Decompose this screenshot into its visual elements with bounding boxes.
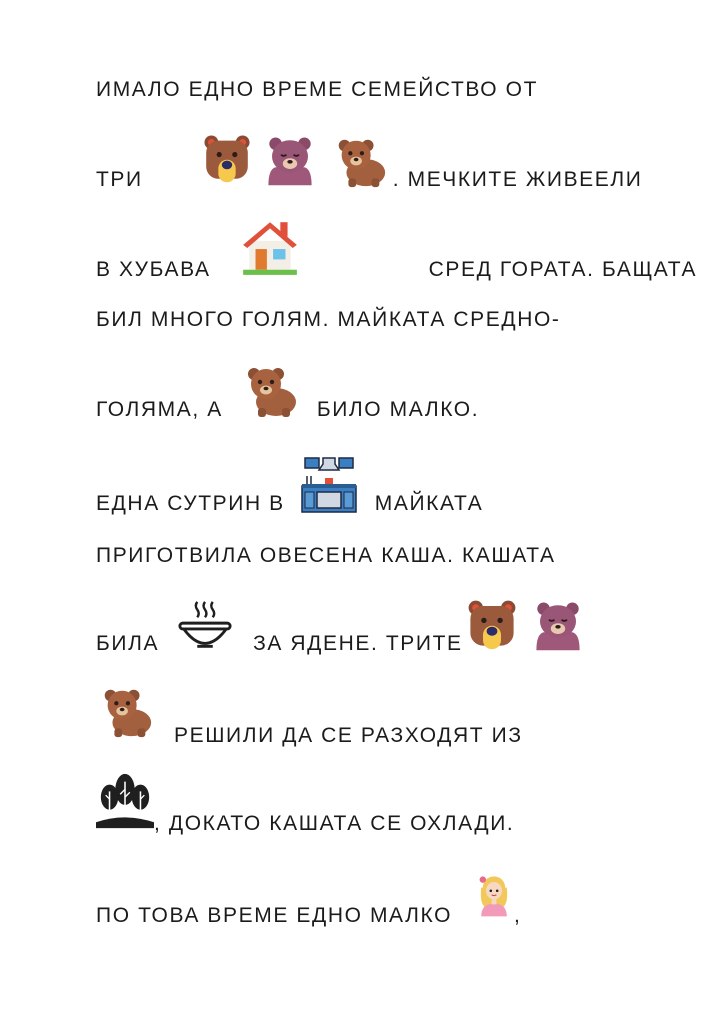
story-line-5 — [96, 342, 479, 422]
story-line-1 — [96, 22, 538, 102]
story-text: , — [514, 904, 522, 927]
story-line-11 — [96, 848, 521, 928]
story-text: БИЛ МНОГО ГОЛЯМ. МАЙКАТА СРЕДНО- — [96, 308, 561, 331]
story-line-2 — [96, 112, 642, 192]
story-text: ЕДНА СУТРИН В — [96, 492, 285, 515]
story-line-4 — [96, 252, 561, 332]
girl-icon — [470, 864, 518, 924]
papa-bear-icon — [201, 129, 253, 187]
story-text: ТРИ — [96, 168, 143, 191]
story-line-10 — [96, 756, 514, 836]
mama-bear-icon — [263, 132, 317, 188]
story-text: БИЛО МАЛКО. — [316, 398, 480, 421]
papa-bear-icon — [465, 594, 519, 654]
story-line-9 — [96, 668, 523, 748]
baby-bear-icon — [239, 360, 301, 420]
story-text: ИМАЛО ЕДНО ВРЕМЕ СЕМЕЙСТВО ОТ — [96, 78, 539, 101]
story-text: ГОЛЯМА, А — [96, 398, 223, 421]
hot-bowl-icon — [175, 598, 235, 656]
story-line-7 — [96, 488, 556, 568]
baby-bear-icon — [331, 132, 389, 190]
mama-bear-icon — [531, 596, 585, 654]
story-line-8 — [96, 576, 593, 656]
story-text: В ХУБАВА — [96, 258, 211, 281]
story-text: . МЕЧКИТЕ ЖИВЕЕЛИ — [392, 168, 643, 191]
baby-bear-icon — [96, 682, 156, 740]
story-text: МАЙКАТА — [374, 492, 484, 515]
story-text: СРЕД ГОРАТА. БАЩАТА — [428, 258, 698, 281]
story-text: ПРИГОТВИЛА ОВЕСЕНА КАША. КАШАТА — [96, 544, 556, 567]
story-text: РЕШИЛИ ДА СЕ РАЗХОДЯТ ИЗ — [174, 724, 523, 747]
story-text: БИЛА — [96, 632, 160, 655]
story-text: ПО ТОВА ВРЕМЕ ЕДНО МАЛКО — [96, 904, 453, 927]
story-text: ЗА ЯДЕНЕ. ТРИТЕ — [253, 632, 463, 655]
forest-icon — [96, 772, 154, 830]
story-text: , ДОКАТО КАШАТА СЕ ОХЛАДИ. — [154, 812, 515, 835]
